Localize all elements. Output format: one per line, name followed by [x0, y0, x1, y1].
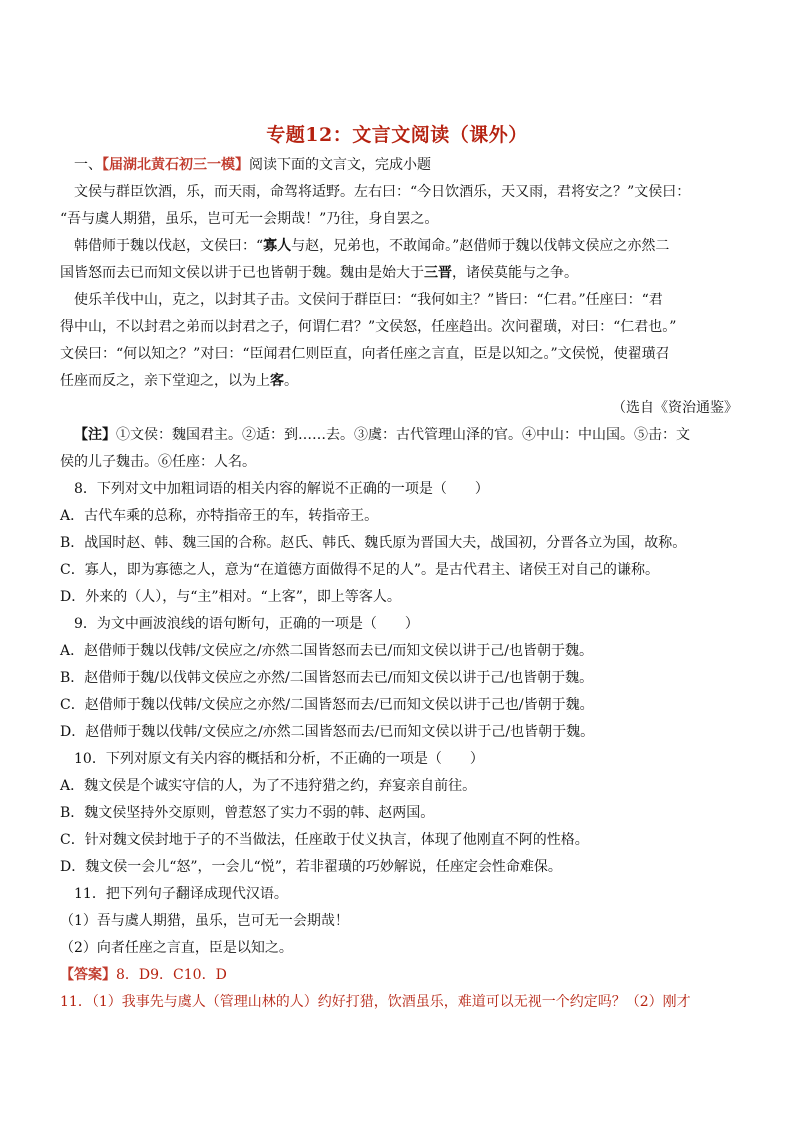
option-9a: A．赵借师于魏以伐韩/文侯应之/亦然二国皆怒而去已/而知文侯以讲于己/也皆朝于魏。 [60, 643, 593, 659]
page-title: 专题12：文言文阅读（课外） [266, 124, 528, 146]
passage-line [60, 368, 738, 395]
passage-source: （选自《资治通鉴》 [612, 400, 738, 416]
question-stem-9: 9．为文中画波浪线的语句断句，正确的一项是（ ） [74, 616, 419, 632]
section-instruction: 阅读下面的文言文，完成小题 [249, 157, 431, 173]
passage-text: 任座而反之，亲下堂迎之，以为上 [60, 373, 270, 389]
passage-text: 国皆怒而去已而知文侯以讲于已也皆朝于魏。魏由是始大于 [60, 265, 424, 281]
option-10d: D．魏文侯一会儿“怒”，一会儿“悦”，若非翟璜的巧妙解说，任座定会性命难保。 [60, 859, 562, 875]
answer-choices: 8．D9．C10．D [116, 967, 227, 983]
question-stem-11: 11．把下列句子翻译成现代汉语。 [74, 886, 288, 902]
option-10c: C．针对魏文侯封地于子的不当做法，任座敢于仗义执言，体现了他刚直不阿的性格。 [60, 832, 589, 848]
document-body [60, 152, 738, 1016]
bold-word-guaren: 寡人 [263, 238, 292, 254]
passage-line: 文侯与群臣饮酒，乐，而天雨，命驾将适野。左右曰：“今日饮酒乐，天又雨，君将安之？”文侯曰： [74, 184, 691, 200]
passage-text: 韩借师于魏以伐赵，文侯曰：“ [74, 238, 264, 254]
question-stem-8: 8．下列对文中加粗词语的相关内容的解说不正确的一项是（ ） [74, 481, 489, 497]
passage-line: “吾与虞人期猎，虽乐，岂可无一会期哉！”乃往，身自罢之。 [60, 211, 439, 227]
passage-line: 文侯曰：“何以知之？”对曰：“臣闻君仁则臣直，向者任座之言直，臣是以知之。”文侯悦，使翟璜召 [60, 346, 670, 362]
section-prefix: 一、 [74, 157, 102, 173]
translate-sentence-2: （2）向者任座之言直，臣是以知之。 [60, 940, 293, 956]
option-8a: A．古代车乘的总称，亦特指帝王的车，转指帝王。 [60, 508, 379, 524]
section-header [60, 152, 738, 179]
notes-text: ①文侯：魏国君主。②适：到……去。③虞：古代管理山泽的官。④中山：中山国。⑤击：文 [116, 427, 690, 443]
option-8c: C．寡人，即为寡德之人，意为“在道德方面做得不足的人”。是古代君主、诸侯王对自己的谦称。 [60, 562, 660, 578]
passage-line: 得中山，不以封君之弟而以封君之子，何谓仁君？”文侯怒，任座趋出。次问翟璜，对曰：“仁君也。” [60, 319, 677, 335]
option-10b: B．魏文侯坚持外交原则，曾惹怒了实力不弱的韩、赵两国。 [60, 805, 435, 821]
option-8b: B．战国时赵、韩、魏三国的合称。赵氏、韩氏、魏氏原为晋国大夫，战国初，分晋各立为国，故称。 [60, 535, 687, 551]
passage-text: 。 [284, 373, 298, 389]
answer-label: 【答案】 [60, 967, 116, 983]
passage-line [60, 260, 738, 287]
answer-line-11: 11．（1）我事先与虞人（管理山林的人）约好打猎，饮酒虽乐，难道可以无视一个约定吗？（2）刚才 [60, 994, 691, 1010]
bold-word-ke: 客 [270, 373, 284, 389]
passage-line: 使乐羊伐中山，克之，以封其子击。文侯问于群臣曰：“我何如主？”皆曰：“仁君。”任座曰：“君 [74, 292, 663, 308]
answer-line [60, 962, 738, 989]
passage-text: ，诸侯莫能与之争。 [452, 265, 578, 281]
option-9c: C．赵借师于魏以伐韩/文侯应之亦然/二国皆怒而去/已而知文侯以讲于己也/皆朝于魏。 [60, 697, 594, 713]
notes-line [60, 422, 738, 449]
notes-line: 侯的儿子魏击。⑥任座：人名。 [60, 454, 256, 470]
option-8d: D．外来的（人），与“主”相对。“上客”，即上等客人。 [60, 589, 401, 605]
notes-label: 【注】 [74, 427, 116, 443]
option-9d: D．赵借师于魏以伐韩/文侯应之/亦然二国皆怒而去/已而知文侯以讲于己/也皆朝于魏。 [60, 724, 595, 740]
passage-line [60, 233, 738, 260]
translate-sentence-1: （1）吾与虞人期猎，虽乐，岂可无一会期哉！ [60, 913, 349, 929]
bold-word-sanjin: 三晋 [424, 265, 452, 281]
question-stem-10: 10．下列对原文有关内容的概括和分析，不正确的一项是（ ） [74, 751, 484, 767]
option-10a: A．魏文侯是个诚实守信的人，为了不违狩猎之约，弃宴亲自前往。 [60, 778, 477, 794]
option-9b: B．赵借师于魏/以伐韩文侯应之亦然/二国皆怒而去已/而知文侯以讲于己/也皆朝于魏。 [60, 670, 594, 686]
source-tag: 【届湖北黄石初三一模】 [102, 157, 249, 173]
passage-text: 与赵，兄弟也，不敢闻命。”赵借师于魏以伐韩文侯应之亦然二 [291, 238, 670, 254]
